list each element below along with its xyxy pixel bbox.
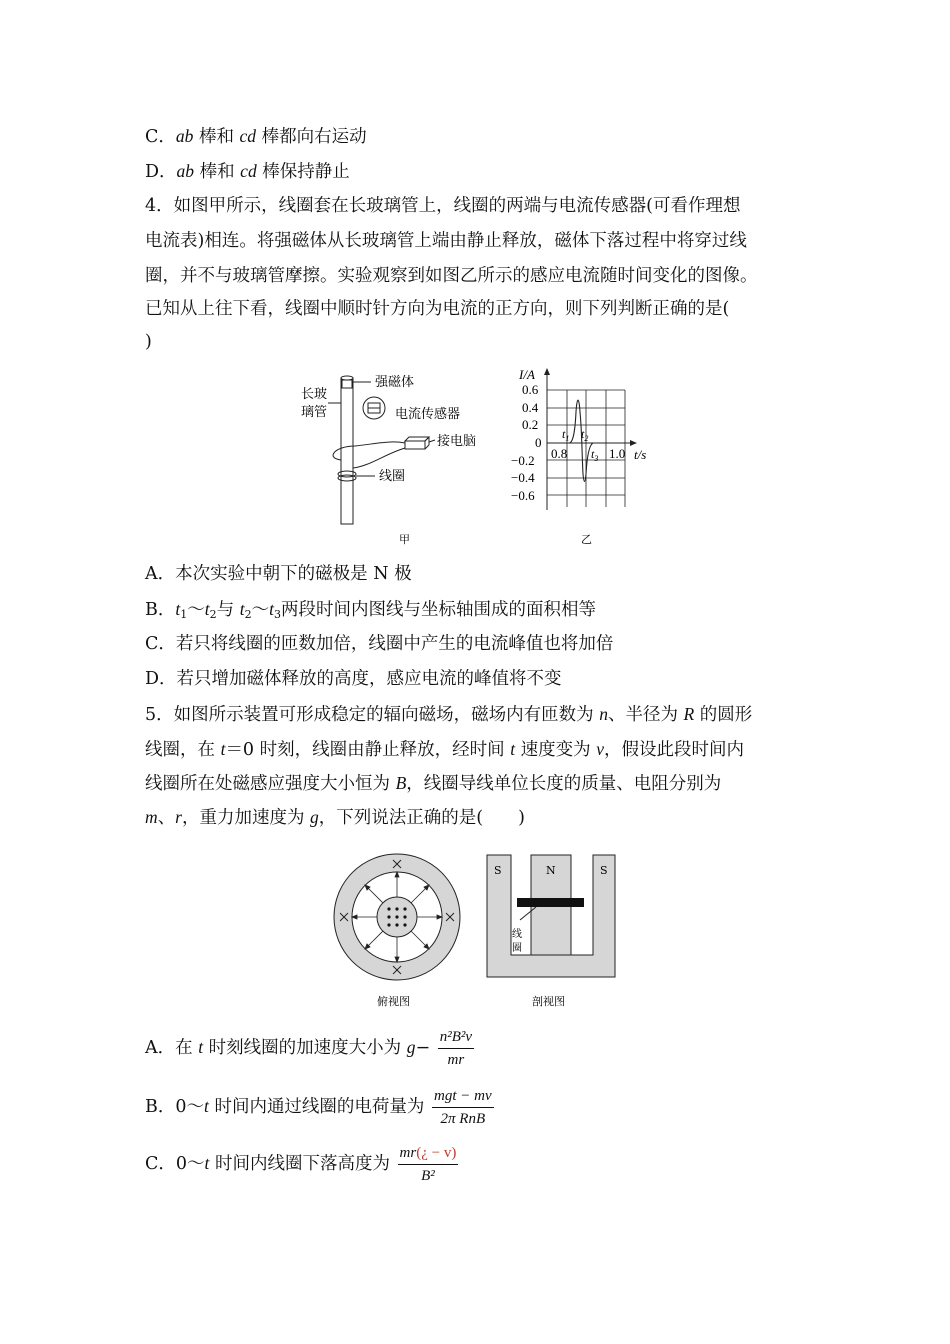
ytick-neg0.2: −0.2 (511, 453, 535, 468)
ytick-neg0.4: −0.4 (511, 470, 535, 485)
label-t2: $t_2$ (581, 427, 589, 443)
label-coil: 线圈 (379, 469, 406, 484)
q4-option-a: A．本次实验中朝下的磁极是 N 极 (145, 564, 412, 584)
caption-cut-view: 剖视图 (532, 995, 565, 1008)
label-tube-1: 长玻 (301, 387, 328, 402)
q4-option-d: D．若只增加磁体释放的高度，感应电流的峰值将不变 (145, 669, 562, 689)
label-coil-2: 圈 (512, 943, 522, 954)
magnet (342, 380, 352, 388)
label-sensor: 电流传感器 (395, 407, 461, 422)
q4-figure-apparatus (295, 368, 500, 548)
label-s-right: S (600, 864, 608, 877)
xtick-1.0: 1.0 (609, 446, 626, 461)
caption-yi: 乙 (581, 533, 592, 546)
option-a-fraction: $\frac{\text{n²B²v}}{mr}$ (438, 1026, 474, 1071)
q4-stem-line5: ) (145, 332, 152, 352)
current-sensor (405, 441, 425, 449)
q5-option-a: A．在 t 时刻线圈的加速度大小为 g− $\frac{\text{n²B²v}}{mr}$ (145, 1026, 474, 1071)
q5-stem-line3: 线圈所在处磁感应强度大小恒为 B，线圈导线单位长度的质量、电阻分别为 (145, 773, 722, 794)
caption-top-view: 俯视图 (377, 995, 410, 1008)
label-tube-2: 璃管 (301, 405, 328, 420)
q4-stem-line2: 电流表)相连。将强磁体从长玻璃管上端由静止释放，磁体下落过程中将穿过线 (145, 231, 747, 251)
q4-option-b: B．$t_1\sim t_2$与 $t_2\sim t_3$两段时间内图线与坐标轴围成的面积相等 (145, 599, 596, 621)
q4-stem-line3: 圈，并不与玻璃管摩擦。实验观察到如图乙所示的感应电流随时间变化的图像。 (145, 266, 758, 286)
label-t1: $t_1$ (562, 427, 570, 443)
x-axis-label: t/s (634, 447, 647, 462)
ytick-0.2: 0.2 (522, 417, 539, 432)
ytick-0.6: 0.6 (522, 382, 539, 397)
q5-stem-line1: 5．如图所示装置可形成稳定的辐向磁场，磁场内有匝数为 n、半径为 R 的圆形 (145, 704, 753, 725)
q5-figure-cut-view (484, 852, 619, 1012)
label-t3: $t_3$ (591, 447, 599, 463)
ytick-neg0.6: −0.6 (511, 488, 535, 503)
ytick-0.4: 0.4 (522, 400, 539, 415)
option-c-fraction: $\frac{mr(¿ - v)}{\text{B²}}$ (398, 1142, 459, 1187)
label-magnet: 强磁体 (375, 375, 415, 390)
coil-cross-section (517, 898, 584, 907)
option-b-fraction: $\frac{\text{mgt − mv}}{\text{2π RnB}}$ (432, 1085, 494, 1130)
label-computer: 接电脑 (437, 434, 477, 449)
q4-figure-graph (505, 362, 665, 548)
glass-tube (341, 378, 353, 524)
q5-stem-line2: 线圈，在 t＝0 时刻，线圈由静止释放，经时间 t 速度变为 v，假设此段时间内 (145, 739, 744, 760)
y-axis-label: I/A (519, 367, 535, 382)
q5-option-c: C．0～t 时间内线圈下落高度为 $\frac{mr(¿ - v)}{\text{B²}}$ (145, 1142, 458, 1187)
ytick-0: 0 (535, 435, 542, 450)
q5-figure-top-view (330, 852, 465, 1012)
label-n: N (546, 864, 556, 877)
q3-option-d: D．ab 棒和 cd 棒保持静止 (145, 161, 350, 182)
label-s-left: S (494, 864, 502, 877)
q4-stem-line4: 已知从上往下看，线圈中顺时针方向为电流的正方向，则下列判断正确的是( (145, 299, 730, 319)
q3-option-c: C．ab 棒和 cd 棒都向右运动 (145, 126, 367, 147)
q4-option-c: C．若只将线圈的匝数加倍，线圈中产生的电流峰值也将加倍 (145, 634, 614, 654)
label-coil-1: 线 (512, 929, 522, 940)
q5-option-b: B．0～t 时间内通过线圈的电荷量为 $\frac{\text{mgt − mv}}{\text{2π RnB}}$ (145, 1085, 494, 1130)
caption-jia: 甲 (399, 533, 410, 546)
q4-stem-line1: 4．如图甲所示，线圈套在长玻璃管上，线圈的两端与电流传感器(可看作理想 (145, 196, 741, 216)
xtick-0.8: 0.8 (551, 446, 568, 461)
q5-stem-line4: m、r，重力加速度为 g，下列说法正确的是( ) (145, 807, 525, 828)
